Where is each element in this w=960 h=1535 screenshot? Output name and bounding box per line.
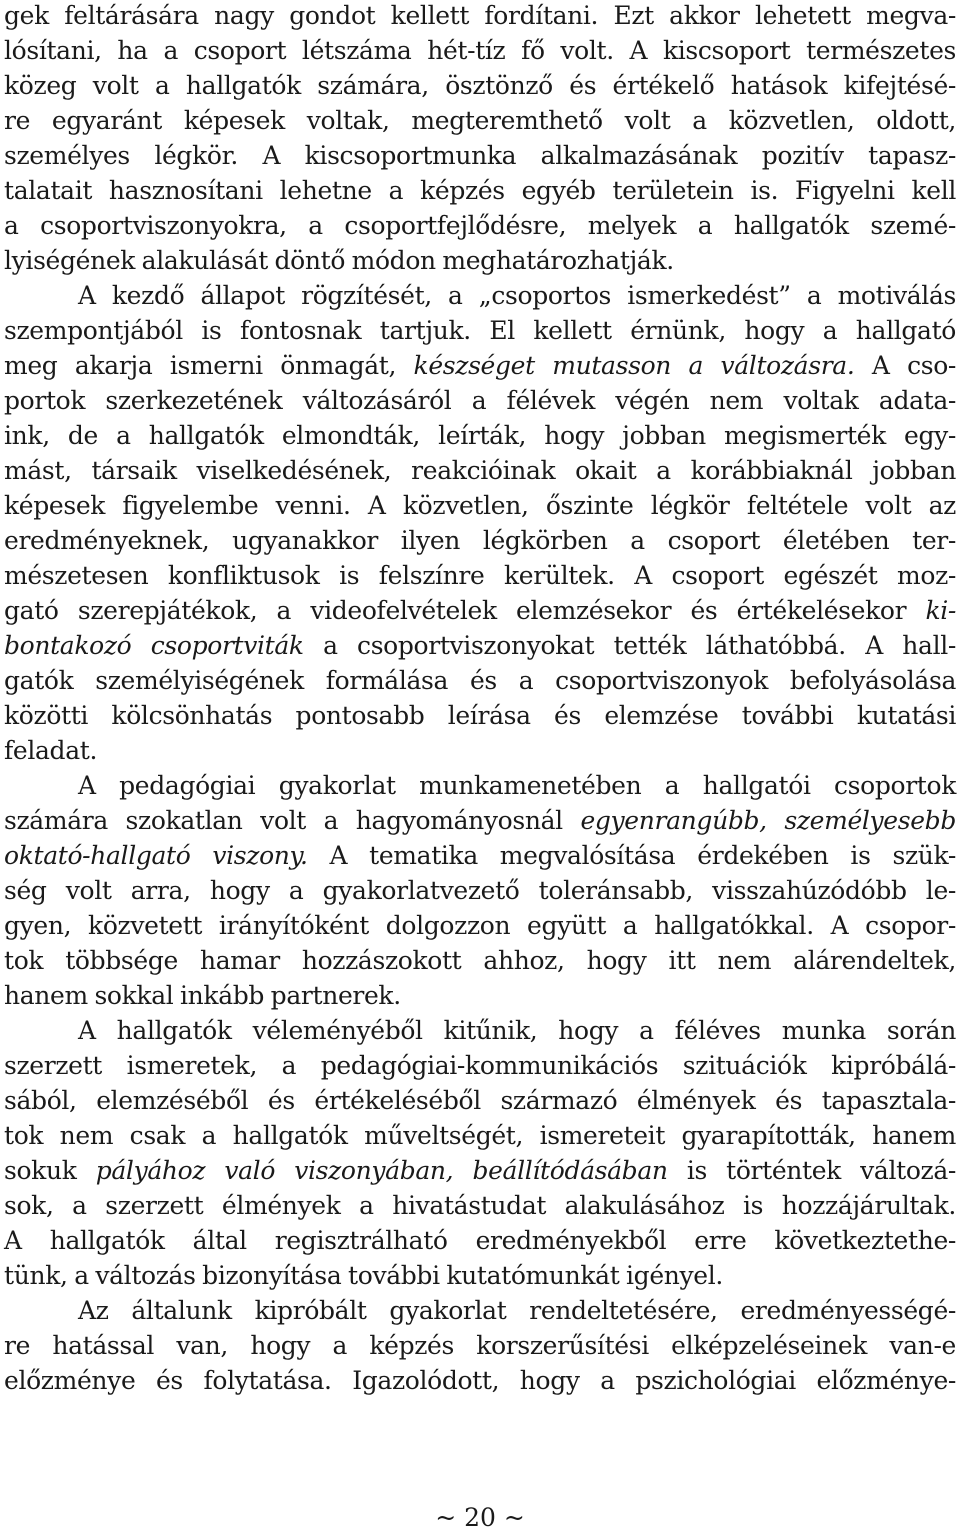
text-run: A cso- <box>854 351 957 380</box>
text-line: A hallgatók véleményéből kitűnik, hogy a féléves munka során <box>78 1016 956 1045</box>
text-line: tok többsége hamar hozzászokott ahhoz, hogy itt nem alárendeltek, <box>4 946 956 975</box>
page-number: ~ 20 ~ <box>435 1503 525 1532</box>
text-line: képesek figyelembe venni. A közvetlen, őszinte légkör feltétele volt az <box>4 491 956 520</box>
text-line <box>4 348 956 383</box>
text-line: személyes légkör. A kiscsoportmunka alkalmazásának pozitív tapasz- <box>4 141 956 170</box>
text-line: szerzett ismeretek, a pedagógiai-kommunikációs szituációk kipróbálá- <box>4 1051 956 1080</box>
text-line: talatait hasznosítani lehetne a képzés egyéb területein is. Figyelni kell <box>4 176 956 205</box>
text-line <box>4 838 956 873</box>
text-line <box>4 803 956 838</box>
italic-phrase: pályához való viszonyában, beállítódásában <box>95 1156 668 1185</box>
text-line: ség volt arra, hogy a gyakorlatvezető toleránsabb, visszahúzódóbb le- <box>4 876 956 905</box>
text-run: sokuk <box>4 1156 96 1185</box>
text-run: a csoportviszonyokat tették láthatóbbá. A hall- <box>303 631 956 660</box>
text-line: A kezdő állapot rögzítését, a „csoportos ismerkedést” a motiválás <box>78 281 956 310</box>
text-line: közötti kölcsönhatás pontosabb leírása és elemzése további kutatási <box>4 701 956 730</box>
text-line: mészetesen konfliktusok is felszínre kerültek. A csoport egészét moz- <box>4 561 956 590</box>
text-line: portok szerkezetének változásáról a félévek végén nem voltak adata- <box>4 386 956 415</box>
italic-phrase: készséget mutasson a változásra. <box>413 351 855 380</box>
text-line: tünk, a változás bizonyítása további kutatómunkát igényel. <box>4 1261 723 1290</box>
text-line: sából, elemzéséből és értékeléséből származó élmények és tapasztala- <box>4 1086 956 1115</box>
text-run: gató szerepjátékok, a videofelvételek elemzésekor és értékelésekor <box>4 596 926 625</box>
text-line <box>4 1153 956 1188</box>
text-line: re egyaránt képesek voltak, megteremthető volt a közvetlen, oldott, <box>4 106 956 135</box>
text-line: gyen, közvetett irányítóként dolgozzon együtt a hallgatókkal. A csopor- <box>4 911 956 940</box>
text-line: közeg volt a hallgatók számára, ösztönző és értékelő hatások kifejtésé- <box>4 71 956 100</box>
text-line: feladat. <box>4 736 98 765</box>
text-line: mást, társaik viselkedésének, reakcióinak okait a korábbiaknál jobban <box>4 456 956 485</box>
text-line: hanem sokkal inkább partnerek. <box>4 981 401 1010</box>
text-line: Az általunk kipróbált gyakorlat rendeltetésére, eredményességé- <box>78 1296 956 1325</box>
text-run: számára szokatlan volt a hagyományosnál <box>4 806 581 835</box>
text-line: előzménye és folytatása. Igazolódott, hogy a pszichológiai előzménye- <box>4 1366 956 1395</box>
text-line: A hallgatók által regisztrálható eredményekből erre következtethe- <box>4 1226 956 1255</box>
text-run: meg akarja ismerni önmagát, <box>4 351 414 380</box>
text-line: eredményeknek, ugyanakkor ilyen légkörben a csoport életében ter- <box>4 526 956 555</box>
text-line: lósítani, ha a csoport létszáma hét-tíz fő volt. A kiscsoport természetes <box>4 36 956 65</box>
text-line: a csoportviszonyokra, a csoportfejlődésre, melyek a hallgatók szemé- <box>4 211 956 240</box>
text-line <box>4 593 956 628</box>
text-line: gatók személyiségének formálása és a csoportviszonyok befolyásolása <box>4 666 956 695</box>
text-line <box>4 628 956 663</box>
text-line: szempontjából is fontosnak tartjuk. El kellett érnünk, hogy a hallgató <box>4 316 956 345</box>
text-line: tok nem csak a hallgatók műveltségét, ismereteit gyarapították, hanem <box>4 1121 956 1150</box>
text-line: re hatással van, hogy a képzés korszerűsítési elképzeléseinek van-e <box>4 1331 956 1360</box>
italic-phrase: egyenrangúbb, személyesebb <box>580 806 956 835</box>
text-line: A pedagógiai gyakorlat munkamenetében a hallgatói csoportok <box>78 771 956 800</box>
document-page <box>4 0 956 1398</box>
italic-phrase: ki- <box>925 596 956 625</box>
text-run: A tematika megvalósítása érdekében is szük- <box>307 841 956 870</box>
text-run: is történtek változá- <box>667 1156 957 1185</box>
text-line: lyiségének alakulását döntő módon meghatározhatják. <box>4 246 674 275</box>
text-line: sok, a szerzett élmények a hivatástudat alakulásához is hozzájárultak. <box>4 1191 956 1220</box>
italic-phrase: oktató-hallgató viszony. <box>4 841 308 870</box>
text-line: ink, de a hallgatók elmondták, leírták, hogy jobban megismerték egy- <box>4 421 956 450</box>
italic-phrase: bontakozó csoportviták <box>4 631 304 660</box>
text-line: gek feltárására nagy gondot kellett fordítani. Ezt akkor lehetett megva- <box>4 1 956 30</box>
